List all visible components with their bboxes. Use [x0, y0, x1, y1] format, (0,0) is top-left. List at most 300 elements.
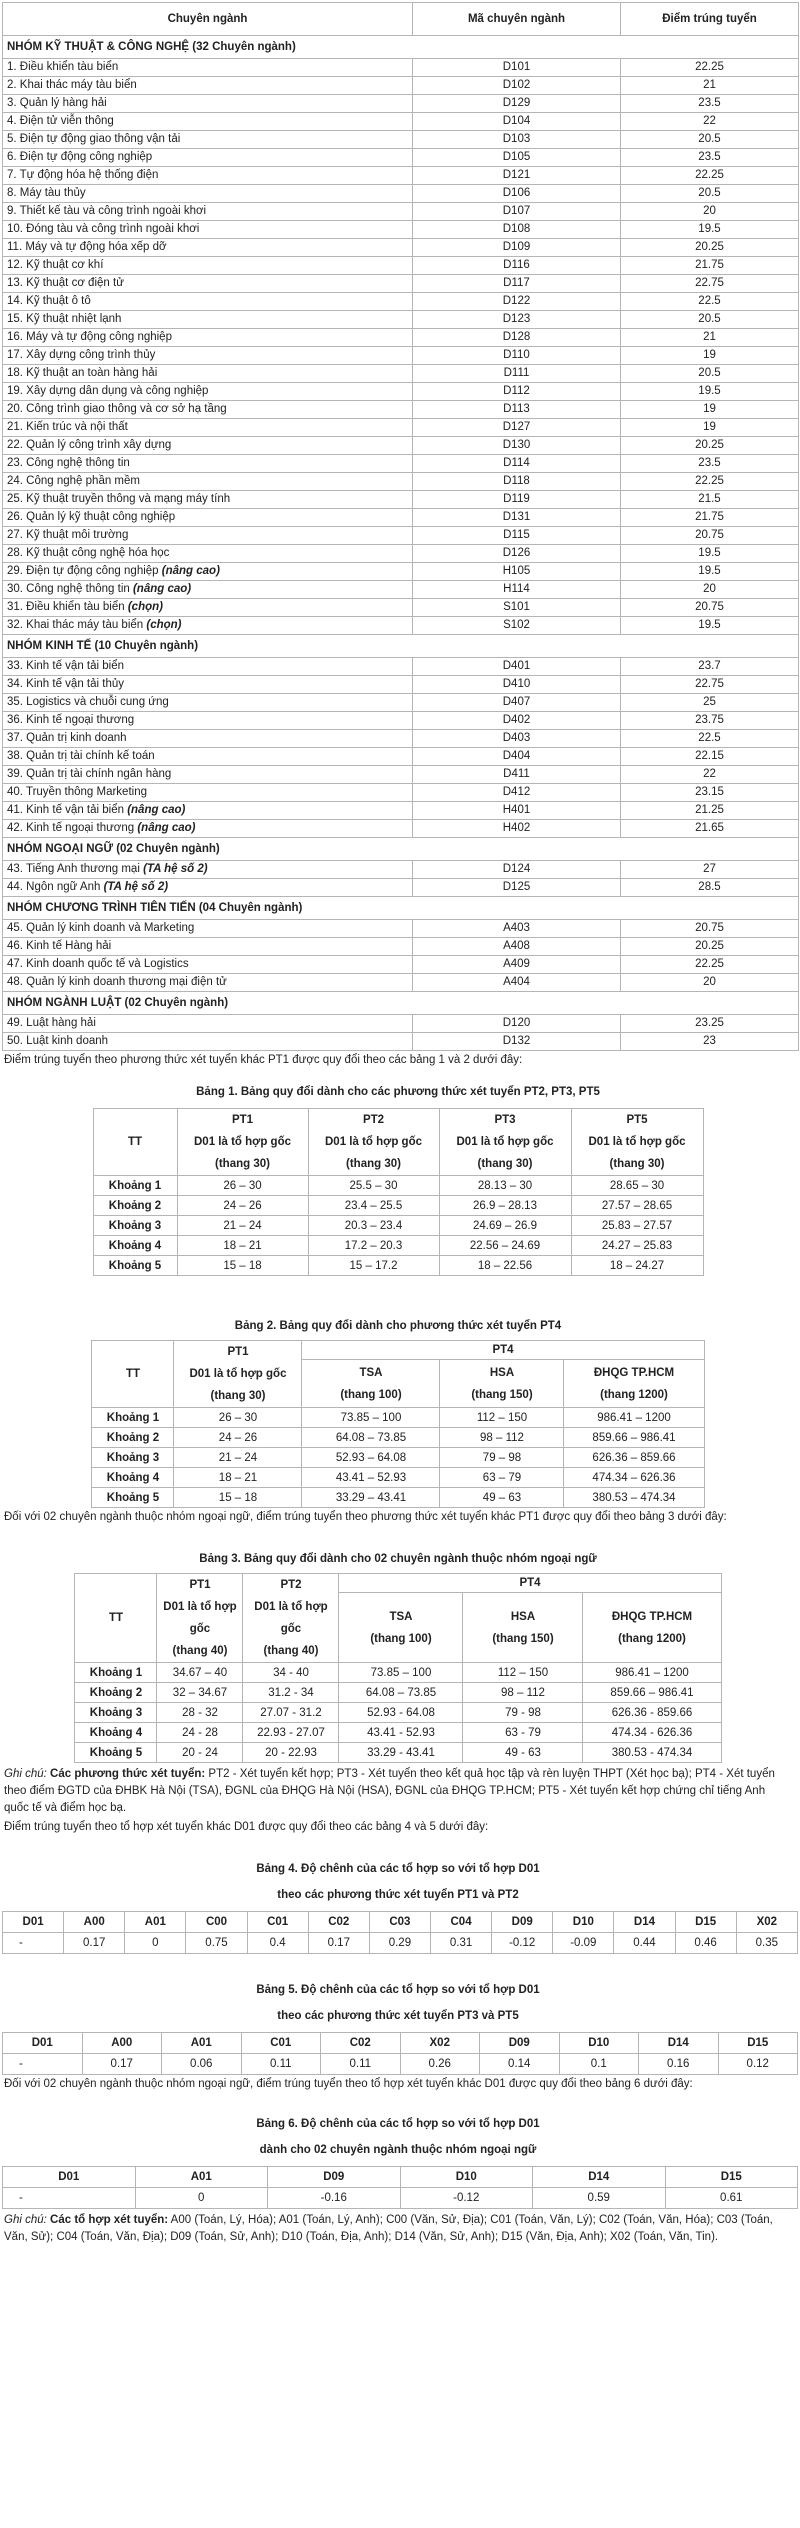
conversion-table-3-body: [75, 1663, 721, 1763]
admission-score: 27: [621, 861, 799, 879]
admission-score: 22.15: [621, 748, 799, 766]
table-row: [3, 311, 799, 329]
major-name: 23. Công nghệ thông tin: [3, 455, 413, 473]
admission-scores-table: [2, 2, 799, 1051]
major-name: 19. Xây dựng dân dụng và công nghiệp: [3, 383, 413, 401]
major-code: D101: [413, 59, 621, 77]
admission-score: 19.5: [621, 617, 799, 635]
table-row: [3, 95, 799, 113]
table1-caption: Bảng 1. Bảng quy đổi dành cho các phương thức xét tuyển PT2, PT3, PT5: [196, 1086, 600, 1098]
major-code: H114: [413, 581, 621, 599]
major-name: 12. Kỹ thuật cơ khí: [3, 257, 413, 275]
range-value: 21 – 24: [177, 1216, 308, 1236]
difference-value: 0.4: [247, 1933, 308, 1954]
major-name: 11. Máy và tự động hóa xếp dỡ: [3, 239, 413, 257]
major-name: 13. Kỹ thuật cơ điện tử: [3, 275, 413, 293]
major-code: D112: [413, 383, 621, 401]
table-row: [3, 2054, 798, 2075]
difference-value: 0.11: [241, 2054, 321, 2075]
admission-score: 20.25: [621, 239, 799, 257]
admission-score: 23.75: [621, 712, 799, 730]
table4-caption-sub: theo các phương thức xét tuyển PT1 và PT2: [277, 1889, 519, 1901]
header-pt3: PT3 D01 là tổ hợp gốc (thang 30): [439, 1109, 571, 1176]
major-code: D104: [413, 113, 621, 131]
combination-code: D14: [614, 1912, 675, 1933]
combination-code: A01: [135, 2167, 268, 2188]
range-value: 28.13 – 30: [439, 1176, 571, 1196]
admission-score: 20: [621, 203, 799, 221]
major-code: D407: [413, 694, 621, 712]
table5-caption: Bảng 5. Độ chênh của các tổ hợp so với tổ hợp D01: [256, 1984, 540, 1996]
table-row: [3, 1933, 798, 1954]
table-row: [3, 694, 799, 712]
table-row: [75, 1663, 721, 1683]
range-value: 24.27 – 25.83: [571, 1236, 703, 1256]
admission-score: 21.5: [621, 491, 799, 509]
range-value: 24 – 26: [174, 1428, 302, 1448]
difference-value: 0.35: [736, 1933, 797, 1954]
range-value: 986.41 – 1200: [583, 1663, 721, 1683]
header-dhqg: ĐHQG TP.HCM (thang 1200): [564, 1360, 704, 1408]
difference-value: 0.17: [64, 1933, 125, 1954]
difference-value: 0.11: [321, 2054, 401, 2075]
major-code: H401: [413, 802, 621, 820]
range-value: 98 – 112: [463, 1683, 583, 1703]
header-tt: TT: [75, 1574, 157, 1663]
range-label: Khoảng 4: [75, 1723, 157, 1743]
range-value: 34.67 – 40: [157, 1663, 243, 1683]
admission-score: 23.7: [621, 658, 799, 676]
range-value: 27.57 – 28.65: [571, 1196, 703, 1216]
major-code: D130: [413, 437, 621, 455]
diff-table-6: [2, 2166, 798, 2209]
major-code: D123: [413, 311, 621, 329]
range-value: 859.66 – 986.41: [583, 1683, 721, 1703]
header-tt: TT: [93, 1109, 177, 1176]
table-header-row: [75, 1574, 721, 1593]
range-value: 474.34 – 626.36: [564, 1468, 704, 1488]
major-name: 24. Công nghệ phần mềm: [3, 473, 413, 491]
group-title: NHÓM NGÀNH LUẬT (02 Chuyên ngành): [3, 992, 799, 1015]
major-code: D124: [413, 861, 621, 879]
combination-code: C02: [321, 2033, 401, 2054]
table-row: [3, 167, 799, 185]
admission-score: 22.25: [621, 473, 799, 491]
major-code: D116: [413, 257, 621, 275]
major-name: 36. Kinh tế ngoại thương: [3, 712, 413, 730]
range-label: Khoảng 3: [75, 1703, 157, 1723]
combination-code: C01: [247, 1912, 308, 1933]
header-major-code: Mã chuyên ngành: [413, 3, 621, 36]
range-value: 15 – 18: [174, 1488, 302, 1508]
admission-score: 19.5: [621, 545, 799, 563]
table-row: [75, 1683, 721, 1703]
major-name: 43. Tiếng Anh thương mại (TA hệ số 2): [3, 861, 413, 879]
admission-score: 21.25: [621, 802, 799, 820]
header-hsa: HSA (thang 150): [463, 1593, 583, 1663]
admission-score: 25: [621, 694, 799, 712]
header-dhqg: ĐHQG TP.HCM (thang 1200): [583, 1593, 721, 1663]
admission-score: 23.5: [621, 95, 799, 113]
range-value: 20 - 24: [157, 1743, 243, 1763]
range-value: 15 – 17.2: [308, 1256, 439, 1276]
difference-value: 0.14: [480, 2054, 560, 2075]
range-value: 626.36 – 859.66: [564, 1448, 704, 1468]
major-name: 5. Điện tự động giao thông vận tải: [3, 131, 413, 149]
range-value: 52.93 – 64.08: [302, 1448, 440, 1468]
major-code: H105: [413, 563, 621, 581]
major-code: D401: [413, 658, 621, 676]
table6-caption-sub: dành cho 02 chuyên ngành thuộc nhóm ngoại ngữ: [259, 2144, 537, 2156]
difference-value: -0.12: [492, 1933, 553, 1954]
major-name: 37. Quản trị kinh doanh: [3, 730, 413, 748]
major-code: S102: [413, 617, 621, 635]
table-row: [3, 617, 799, 635]
range-value: 28 - 32: [157, 1703, 243, 1723]
range-value: 73.85 – 100: [339, 1663, 463, 1683]
major-note: (TA hệ số 2): [143, 863, 208, 875]
admission-score: 21: [621, 329, 799, 347]
range-value: 26.9 – 28.13: [439, 1196, 571, 1216]
major-name: 20. Công trình giao thông và cơ sở hạ tầng: [3, 401, 413, 419]
range-value: 23.4 – 25.5: [308, 1196, 439, 1216]
difference-value: -0.12: [400, 2188, 533, 2209]
range-value: 64.08 – 73.85: [339, 1683, 463, 1703]
combination-code: X02: [400, 2033, 480, 2054]
methods-footnote: Ghi chú: Các phương thức xét tuyển: PT2 - Xét tuyển kết hợp; PT3 - Xét tuyển theo kết quả học tập và rèn luyện THPT (Xét học bạ); PT4 - Xét tuyển theo điểm ĐGTD của ĐHBK Hà Nội (TSA), ĐGNL của ĐHQG Hà Nội (HSA), ĐGNL của ĐHQG TP.HCM; PT5 - Xét tuyển kết hợp chứng chỉ tiếng Anh quốc tế và điểm học bạ.: [4, 1768, 775, 1814]
range-value: 26 – 30: [177, 1176, 308, 1196]
admission-score: 23.5: [621, 455, 799, 473]
combination-code: X02: [736, 1912, 797, 1933]
group-title: NHÓM NGOẠI NGỮ (02 Chuyên ngành): [3, 838, 799, 861]
major-name: 16. Máy và tự động công nghiệp: [3, 329, 413, 347]
major-note: (TA hệ số 2): [103, 881, 169, 893]
admission-score: 19.5: [621, 383, 799, 401]
admission-score: 22.25: [621, 167, 799, 185]
admission-score: 20.5: [621, 311, 799, 329]
major-code: A404: [413, 974, 621, 992]
table-row: [3, 1015, 799, 1033]
conversion-table-3: [74, 1573, 721, 1763]
range-label: Khoảng 1: [93, 1176, 177, 1196]
combination-code: D09: [480, 2033, 560, 2054]
admission-score: 23.15: [621, 784, 799, 802]
range-value: 79 – 98: [440, 1448, 564, 1468]
major-code: D113: [413, 401, 621, 419]
language-conversion-note: Đối với 02 chuyên ngành thuộc nhóm ngoại ngữ, điểm trúng tuyển theo phương thức xét tuyển khác PT1 được quy đổi theo bảng 3 dưới đây:: [4, 1511, 727, 1523]
combination-code: A01: [125, 1912, 186, 1933]
table-row: [3, 491, 799, 509]
header-pt1: PT1 D01 là tổ hợp gốc (thang 30): [177, 1109, 308, 1176]
major-code: S101: [413, 599, 621, 617]
admission-score: 20.75: [621, 599, 799, 617]
major-code: D128: [413, 329, 621, 347]
table-row: [3, 712, 799, 730]
combination-code: D01: [3, 1912, 64, 1933]
major-name: 1. Điều khiển tàu biển: [3, 59, 413, 77]
conversion-table-2: [91, 1340, 704, 1508]
difference-value: -0.09: [553, 1933, 614, 1954]
major-name: 4. Điện tử viễn thông: [3, 113, 413, 131]
admission-score: 20.75: [621, 527, 799, 545]
table-row: [3, 784, 799, 802]
range-value: 986.41 – 1200: [564, 1408, 704, 1428]
conversion-table-1-body: [93, 1176, 703, 1276]
combination-code: D15: [718, 2033, 798, 2054]
major-code: D106: [413, 185, 621, 203]
table4-caption: Bảng 4. Độ chênh của các tổ hợp so với tổ hợp D01: [256, 1863, 540, 1875]
major-code: A409: [413, 956, 621, 974]
range-label: Khoảng 5: [75, 1743, 157, 1763]
group-title: NHÓM KỸ THUẬT & CÔNG NGHỆ (32 Chuyên ngành): [3, 36, 799, 59]
admission-score: 22.25: [621, 956, 799, 974]
table3-caption: Bảng 3. Bảng quy đổi dành cho 02 chuyên ngành thuộc nhóm ngoại ngữ: [199, 1553, 597, 1565]
table-row: [3, 730, 799, 748]
range-value: 22.56 – 24.69: [439, 1236, 571, 1256]
major-code: D105: [413, 149, 621, 167]
difference-value: 0.75: [186, 1933, 247, 1954]
major-name: 25. Kỹ thuật truyền thông và mạng máy tính: [3, 491, 413, 509]
combination-code: D09: [268, 2167, 401, 2188]
admission-score: 22.5: [621, 730, 799, 748]
combination-conversion-note: Điểm trúng tuyển theo tổ hợp xét tuyển khác D01 được quy đổi theo các bảng 4 và 5 dưới đây:: [4, 1821, 489, 1833]
header-hsa: HSA (thang 150): [440, 1360, 564, 1408]
table-row: [3, 545, 799, 563]
major-code: D122: [413, 293, 621, 311]
admission-score: 20.5: [621, 185, 799, 203]
table-header-row: [3, 3, 799, 36]
range-label: Khoảng 1: [92, 1408, 174, 1428]
major-code: D412: [413, 784, 621, 802]
combination-code: D15: [675, 1912, 736, 1933]
admission-scores-body: [3, 36, 799, 1051]
major-name: 35. Logistics và chuỗi cung ứng: [3, 694, 413, 712]
table-row: [3, 473, 799, 491]
range-value: 27.07 - 31.2: [243, 1703, 339, 1723]
range-value: 20.3 – 23.4: [308, 1216, 439, 1236]
table-row: [92, 1468, 704, 1488]
major-name: 29. Điện tự động công nghiệp (nâng cao): [3, 563, 413, 581]
difference-value: 0.06: [162, 2054, 242, 2075]
range-value: 64.08 – 73.85: [302, 1428, 440, 1448]
table-row: [3, 879, 799, 897]
major-code: D114: [413, 455, 621, 473]
table-row: [93, 1236, 703, 1256]
admission-score: 22: [621, 766, 799, 784]
table-row: [3, 920, 799, 938]
table-row: [3, 1033, 799, 1051]
range-value: 17.2 – 20.3: [308, 1236, 439, 1256]
table-row: [3, 203, 799, 221]
major-code: D126: [413, 545, 621, 563]
major-note: (chọn): [127, 601, 163, 613]
major-name: 28. Kỹ thuật công nghệ hóa học: [3, 545, 413, 563]
group-title: NHÓM CHƯƠNG TRÌNH TIÊN TIẾN (04 Chuyên ngành): [3, 897, 799, 920]
major-name: 45. Quản lý kinh doanh và Marketing: [3, 920, 413, 938]
table-row: [3, 676, 799, 694]
table-row: [3, 527, 799, 545]
difference-value: 0.17: [82, 2054, 162, 2075]
range-value: 112 – 150: [440, 1408, 564, 1428]
major-code: D110: [413, 347, 621, 365]
range-value: 25.83 – 27.57: [571, 1216, 703, 1236]
difference-value: -0.16: [268, 2188, 401, 2209]
major-name: 34. Kinh tế vận tải thủy: [3, 676, 413, 694]
conversion-table-1: [93, 1108, 704, 1276]
range-label: Khoảng 4: [93, 1236, 177, 1256]
range-value: 859.66 – 986.41: [564, 1428, 704, 1448]
range-value: 32 – 34.67: [157, 1683, 243, 1703]
major-name: 40. Truyền thông Marketing: [3, 784, 413, 802]
major-code: D111: [413, 365, 621, 383]
major-code: D115: [413, 527, 621, 545]
major-name: 22. Quản lý công trình xây dựng: [3, 437, 413, 455]
range-value: 49 – 63: [440, 1488, 564, 1508]
major-name: 18. Kỹ thuật an toàn hàng hải: [3, 365, 413, 383]
table-header-row: [3, 2033, 798, 2054]
table-row: [3, 131, 799, 149]
conversion-note: Điểm trúng tuyển theo phương thức xét tuyển khác PT1 được quy đổi theo các bảng 1 và 2 dưới đây:: [4, 1054, 523, 1066]
difference-value: 0.16: [639, 2054, 719, 2075]
admission-score: 22: [621, 113, 799, 131]
range-value: 79 - 98: [463, 1703, 583, 1723]
admission-score: 23: [621, 1033, 799, 1051]
admission-score: 19.5: [621, 563, 799, 581]
table-row: [93, 1216, 703, 1236]
table5-caption-sub: theo các phương thức xét tuyển PT3 và PT5: [277, 2010, 519, 2022]
table-row: [75, 1743, 721, 1763]
major-name: 6. Điện tự động công nghiệp: [3, 149, 413, 167]
admission-score: 20.75: [621, 920, 799, 938]
admission-score: 20: [621, 974, 799, 992]
major-name: 2. Khai thác máy tàu biển: [3, 77, 413, 95]
range-value: 18 – 21: [177, 1236, 308, 1256]
major-code: D410: [413, 676, 621, 694]
major-name: 27. Kỹ thuật môi trường: [3, 527, 413, 545]
range-value: 18 – 22.56: [439, 1256, 571, 1276]
language-combination-note: Đối với 02 chuyên ngành thuộc nhóm ngoại ngữ, điểm trúng tuyển theo tổ hợp xét tuyển khác D01 được quy đổi theo bảng 6 dưới đây:: [4, 2078, 693, 2090]
major-name: 47. Kinh doanh quốc tế và Logistics: [3, 956, 413, 974]
range-value: 43.41 - 52.93: [339, 1723, 463, 1743]
table-row: [3, 77, 799, 95]
major-code: D402: [413, 712, 621, 730]
table-row: [3, 239, 799, 257]
range-value: 18 – 21: [174, 1468, 302, 1488]
difference-value: 0: [125, 1933, 186, 1954]
major-name: 31. Điều khiển tàu biển (chọn): [3, 599, 413, 617]
table-row: [3, 861, 799, 879]
range-value: 626.36 - 859.66: [583, 1703, 721, 1723]
major-note: (nâng cao): [132, 583, 192, 595]
combination-code: C02: [308, 1912, 369, 1933]
major-name: 50. Luật kinh doanh: [3, 1033, 413, 1051]
major-code: D129: [413, 95, 621, 113]
admission-score: 22.25: [621, 59, 799, 77]
range-label: Khoảng 2: [93, 1196, 177, 1216]
major-name: 21. Kiến trúc và nội thất: [3, 419, 413, 437]
range-value: 31.2 - 34: [243, 1683, 339, 1703]
table-row: [3, 658, 799, 676]
header-major: Chuyên ngành: [3, 3, 413, 36]
table-row: [92, 1488, 704, 1508]
table-row: [3, 257, 799, 275]
table-row: [3, 509, 799, 527]
table-row: [3, 221, 799, 239]
major-code: D119: [413, 491, 621, 509]
group-header-row: [3, 838, 799, 861]
range-value: 33.29 – 43.41: [302, 1488, 440, 1508]
range-value: 28.65 – 30: [571, 1176, 703, 1196]
major-code: D132: [413, 1033, 621, 1051]
diff-table-5: [2, 2032, 798, 2075]
admission-score: 22.75: [621, 676, 799, 694]
major-note: (nâng cao): [127, 804, 186, 816]
major-code: D118: [413, 473, 621, 491]
range-label: Khoảng 3: [93, 1216, 177, 1236]
major-name: 30. Công nghệ thông tin (nâng cao): [3, 581, 413, 599]
range-value: 98 – 112: [440, 1428, 564, 1448]
major-name: 3. Quản lý hàng hải: [3, 95, 413, 113]
table6-caption: Bảng 6. Độ chênh của các tổ hợp so với tổ hợp D01: [256, 2118, 540, 2130]
combination-code: C03: [369, 1912, 430, 1933]
major-code: D404: [413, 748, 621, 766]
header-pt1: PT1 D01 là tổ hợp gốc (thang 30): [174, 1341, 302, 1408]
table-row: [3, 149, 799, 167]
difference-value: 0.29: [369, 1933, 430, 1954]
admission-score: 21.65: [621, 820, 799, 838]
header-pt5: PT5 D01 là tổ hợp gốc (thang 30): [571, 1109, 703, 1176]
admission-score: 20.25: [621, 938, 799, 956]
range-value: 43.41 – 52.93: [302, 1468, 440, 1488]
range-label: Khoảng 1: [75, 1663, 157, 1683]
header-pt1: PT1 D01 là tổ hợp gốc (thang 40): [157, 1574, 243, 1663]
major-code: D403: [413, 730, 621, 748]
table-row: [3, 599, 799, 617]
major-name: 10. Đóng tàu và công trình ngoài khơi: [3, 221, 413, 239]
table-row: [3, 185, 799, 203]
table-row: [3, 59, 799, 77]
difference-value: 0.61: [665, 2188, 798, 2209]
table-row: [93, 1256, 703, 1276]
table-row: [3, 275, 799, 293]
difference-value: 0.31: [430, 1933, 491, 1954]
difference-value: 0.12: [718, 2054, 798, 2075]
major-code: D117: [413, 275, 621, 293]
table-row: [3, 347, 799, 365]
difference-value: 0.26: [400, 2054, 480, 2075]
header-pt2: PT2 D01 là tổ hợp gốc (thang 40): [243, 1574, 339, 1663]
range-value: 49 - 63: [463, 1743, 583, 1763]
group-title: NHÓM KINH TẾ (10 Chuyên ngành): [3, 635, 799, 658]
range-value: 63 – 79: [440, 1468, 564, 1488]
major-name: 41. Kinh tế vận tải biển (nâng cao): [3, 802, 413, 820]
difference-value: 0.44: [614, 1933, 675, 1954]
major-name: 7. Tự động hóa hệ thống điện: [3, 167, 413, 185]
admission-score: 21: [621, 77, 799, 95]
major-code: A408: [413, 938, 621, 956]
range-value: 18 – 24.27: [571, 1256, 703, 1276]
major-code: D108: [413, 221, 621, 239]
major-name: 39. Quản trị tài chính ngân hàng: [3, 766, 413, 784]
table-row: [3, 365, 799, 383]
range-label: Khoảng 2: [92, 1428, 174, 1448]
major-name: 14. Kỹ thuật ô tô: [3, 293, 413, 311]
combination-code: A00: [64, 1912, 125, 1933]
difference-value: 0.1: [559, 2054, 639, 2075]
range-label: Khoảng 5: [92, 1488, 174, 1508]
major-name: 26. Quản lý kỹ thuật công nghiệp: [3, 509, 413, 527]
header-pt2: PT2 D01 là tổ hợp gốc (thang 30): [308, 1109, 439, 1176]
